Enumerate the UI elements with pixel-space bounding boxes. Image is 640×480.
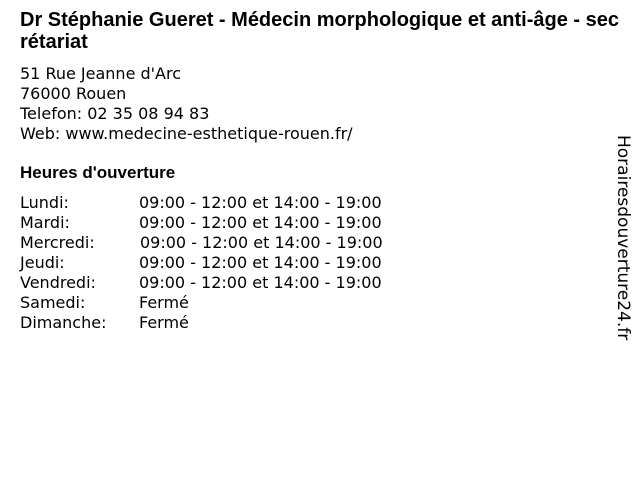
time-range: 09:00 - 12:00 et 14:00 - 19:00 xyxy=(139,273,382,292)
contact-block xyxy=(20,64,353,144)
time-range: 09:00 - 12:00 et 14:00 - 19:00 xyxy=(140,233,383,252)
address-street: 51 Rue Jeanne d'Arc xyxy=(20,64,182,83)
site-brand-vertical: Horairesdouverture24.fr xyxy=(613,135,633,341)
time-range: 09:00 - 12:00 et 14:00 - 19:00 xyxy=(139,213,382,232)
address-city: 76000 Rouen xyxy=(20,84,127,103)
day-label: Jeudi: xyxy=(20,253,65,272)
business-name: Dr Stéphanie Gueret - Médecin morphologique et anti-âge - secrétariat xyxy=(20,9,619,53)
day-label: Lundi: xyxy=(20,193,69,212)
time-range: 09:00 - 12:00 et 14:00 - 19:00 xyxy=(139,193,382,212)
phone-number: Telefon: 02 35 08 94 83 xyxy=(20,104,210,123)
day-label: Mercredi: xyxy=(20,233,95,252)
website-link[interactable]: Web: www.medecine-esthetique-rouen.fr/ xyxy=(20,124,353,143)
opening-hours-heading: Heures d'ouverture xyxy=(20,163,176,182)
time-range: Fermé xyxy=(139,293,189,312)
day-label: Vendredi: xyxy=(20,273,96,292)
day-label: Dimanche: xyxy=(20,313,107,332)
day-label: Samedi: xyxy=(20,293,86,312)
time-range: 09:00 - 12:00 et 14:00 - 19:00 xyxy=(139,253,382,272)
time-range: Fermé xyxy=(139,313,189,332)
day-label: Mardi: xyxy=(20,213,70,232)
